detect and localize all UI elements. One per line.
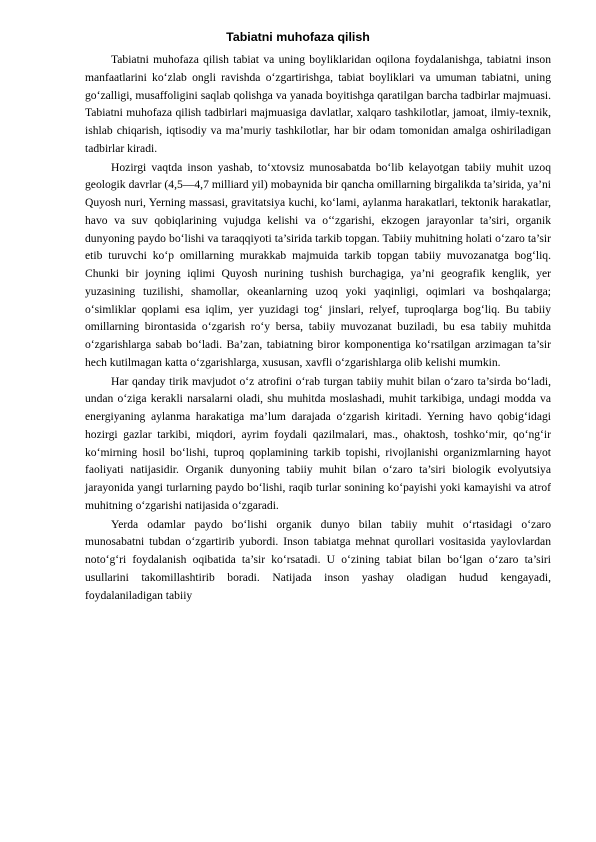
paragraph-natural-environment: Hozirgi vaqtda inson yashab, to‘xtovsiz munosabatda bo‘lib kelayotgan tabiiy muhit uzoq geologik davrlar (4,5—4,7 milliard yil) mobaynida bir qancha omillarning birgalikda ta’sirida, ya’ni Quyosh nuri, Yerning massasi, gravitatsiya kuchi, ko‘lami, aylanma harakatlari, tektonik harakatlar, havo va suv qobiqlarining vujudga kelishi va o‘‘zgarishi, ekzogen jarayonlar ta’siri, organik dunyoning paydo bo‘lishi va taraqqiyoti ta’sirida tarkib topgan. Tabiiy muhitning holati o‘zaro ta’sir etib turuvchi ko‘p omillarning murakkab majmuida tarkib topgan tabiiy muvozanatga bog‘liq. Chunki bir joyning iqlimi Quyosh nurining tushish burchagiga, ya’ni geografik kenglik, yer yuzasining tuzilishi, shamollar, okeanlarning uzoq yoki yaqinligi, oqimlari va boshqalarga; o‘simliklar qoplami esa iqlim, yer yuzidagi tog‘ jinslari, relyef, tuproqlarga bog‘liq. Bu tabiiy omillarning birontasida o‘zgarish ro‘y bersa, tabiiy muvozanat buziladi, bu esa tabiiy muhitda o‘zgarishlarga sabab bo‘ladi. Ba’zan, tabiatning biror komponentiga ko‘rsatilgan arzimagan ta’sir hech kutilmagan katta o‘zgarishlarga, xususan, xavfli o‘zgarishlarga olib kelishi mumkin. (85, 160, 551, 369)
document-body (85, 51, 551, 605)
paragraph-living-organisms: Har qanday tirik mavjudot o‘z atrofini o‘rab turgan tabiiy muhit bilan o‘zaro ta’sirda bo‘ladi, undan o‘ziga kerakli narsalarni oladi, shu muhitda moslashadi, muhit tarkibiga, undagi modda va energiyaning aylanma harakatiga ma’lum darajada o‘zgarish kiritadi. Yerning havo qobig‘idagi hozirgi gazlar tarkibi, miqdori, ayrim foydali qazilmalari, mas., ohaktosh, toshko‘mir, qo‘ng‘ir ko‘mirning hosil bo‘lishi, tuproq qoplamining tarkib topishi, rivojlanishi organizmlarning hayot faoliyati natijasidir. Organik dunyoning tabiiy muhit bilan o‘zaro ta’siri biologik evolyutsiya jarayonida yangi turlarning paydo bo‘lishi, raqib turlar sonining ko‘payishi yoki kamayishi va atrof muhitning o‘zgarishi natijasida o‘zgaradi. (85, 374, 551, 512)
paragraph-human-impact: Yerda odamlar paydo bo‘lishi organik dunyo bilan tabiiy muhit o‘rtasidagi o‘zaro munosabatni tubdan o‘zgartirib yubordi. Inson tabiatga mehnat qurollari vositasida yaylovlardan noto‘g‘ri foydalanish oqibatida ta’sir ko‘rsatadi. U o‘zining tabiat bilan bo‘lgan o‘zaro ta’siri usullarini takomillashtirib boradi. Natijada inson yashay oladigan hudud kengayadi, foydalaniladigan tabiiy (85, 517, 551, 602)
document-title: Tabiatni muhofaza qilish (226, 30, 370, 44)
paragraph-definition: Tabiatni muhofaza qilish tabiat va uning boyliklaridan oqilona foydalanishga, tabiatni inson manfaatlarini ko‘zlab ongli ravishda o‘zgartirishga, tabiat boyliklari va umuman tabiatni, uning go‘zalligi, musaffoligini saqlab qolishga va yanada boyitishga qaratilgan barcha tadbirlar majmuasi. Tabiatni muhofaza qilish tadbirlari majmuasiga davlatlar, xalqaro tashkilotlar, jamoat, ilmiy-texnik, ishlab chiqarish, iqtisodiy va ma’muriy tashkilotlar, har bir odam tomonidan amalga oshiriladigan tadbirlar kiradi. (85, 53, 551, 155)
